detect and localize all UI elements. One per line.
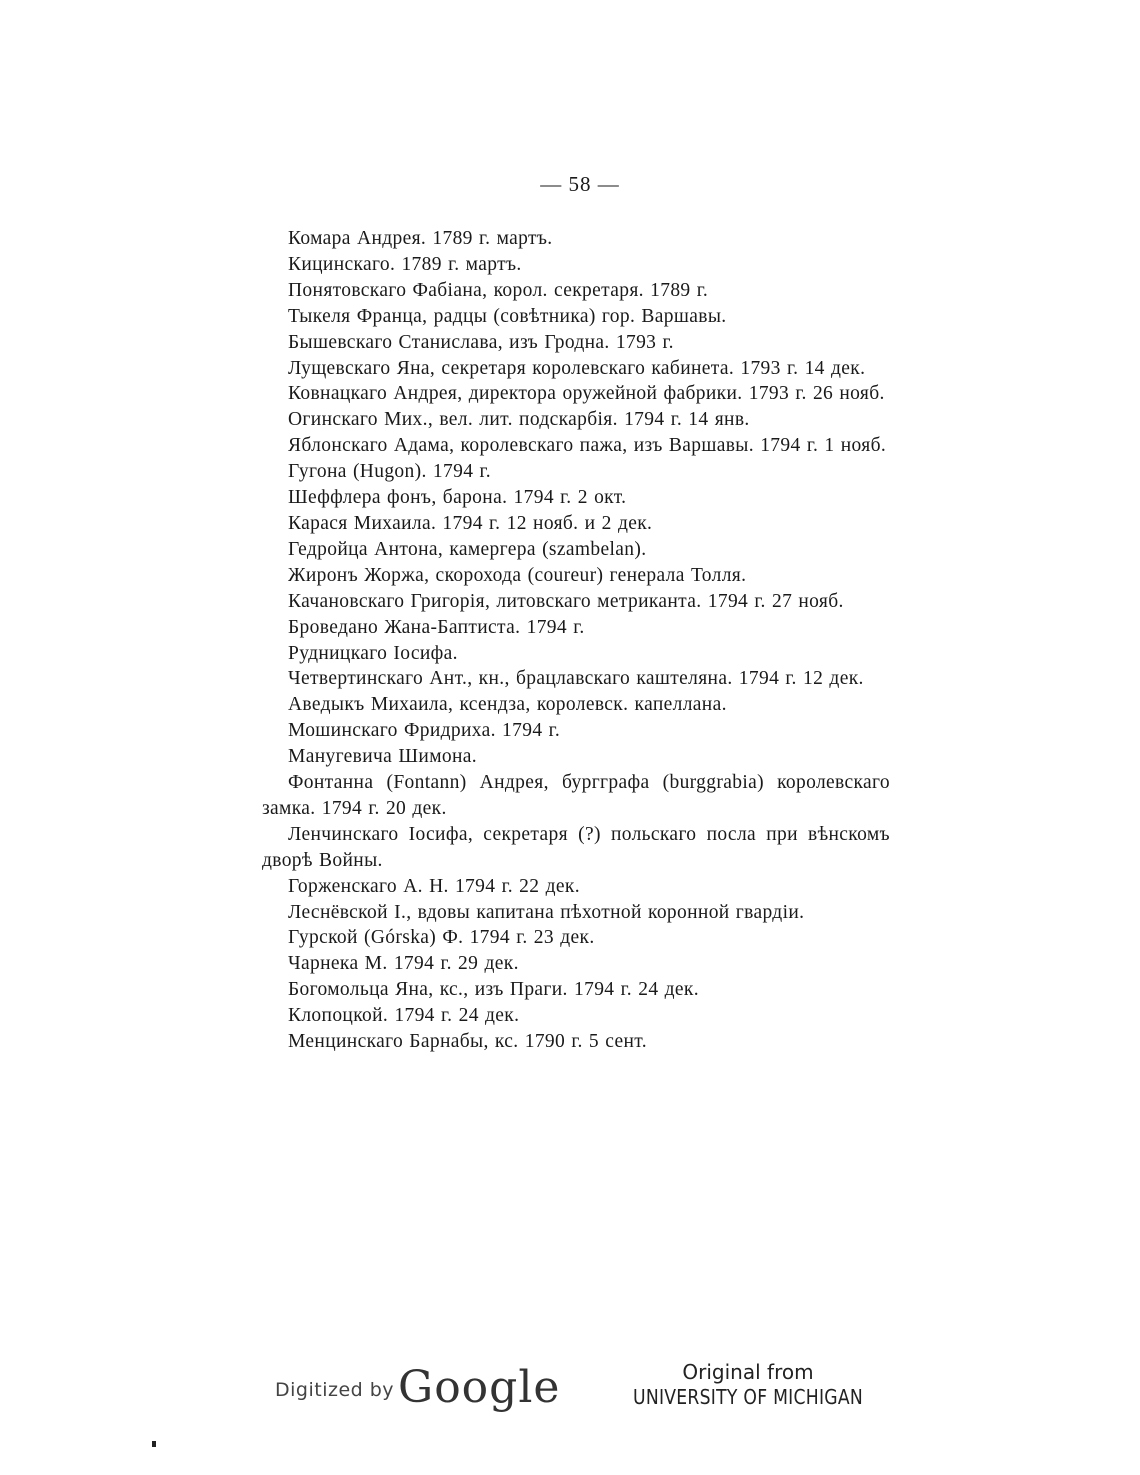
- list-item: Бышевскаго Станислава, изъ Гродна. 1793 г.: [288, 331, 674, 353]
- list-item: Карася Михаила. 1794 г. 12 нояб. и 2 дек.: [288, 512, 653, 534]
- list-item: Аведыкъ Михаила, ксендза, королевск. капеллана.: [288, 694, 727, 716]
- list-item: Яблонскаго Адама, королевскаго пажа, изъ Варшавы. 1794 г. 1 нояб.: [288, 435, 887, 457]
- list-item: Ковнацкаго Андрея, директора оружейной фабрики. 1793 г. 26 нояб.: [288, 383, 885, 405]
- list-item: Клопоцкой. 1794 г. 24 дек.: [288, 1005, 520, 1027]
- list-item: Леснёвской І., вдовы капитана пѣхотной коронной гвардіи.: [288, 901, 805, 923]
- university-name: UNIVERSITY OF MICHIGAN: [632, 1385, 864, 1409]
- list-item: Гугона (Hugon). 1794 г.: [288, 461, 491, 483]
- list-item: Шеффлера фонъ, барона. 1794 г. 2 окт.: [288, 487, 627, 509]
- list-item: Богомольца Яна, кс., изъ Праги. 1794 г. 24 дек.: [288, 979, 699, 1001]
- list-item: Огинскаго Мих., вел. лит. подскарбія. 1794 г. 14 янв.: [288, 409, 750, 431]
- list-item: Гурской (Górska) Ф. 1794 г. 23 дек.: [288, 927, 595, 949]
- list-item: Качановскаго Григорія, литовскаго метриканта. 1794 г. 27 нояб.: [288, 590, 844, 612]
- scan-speck: [152, 1441, 156, 1447]
- list-item: Жиронъ Жоржа, скорохода (coureur) генерала Толля.: [288, 564, 747, 586]
- list-item: Гедройца Антона, камергера (szambelan).: [288, 538, 647, 560]
- original-source: [598, 1360, 898, 1410]
- list-item: Менцинскаго Барнабы, кс. 1790 г. 5 сент.: [288, 1031, 647, 1053]
- list-item: Четвертинскаго Ант., кн., брацлавскаго каштеляна. 1794 г. 12 дек.: [288, 668, 864, 690]
- list-item: Кицинскаго. 1789 г. мартъ.: [288, 253, 522, 275]
- digitized-by-watermark: [275, 1362, 560, 1413]
- list-item: Тыкеля Франца, радцы (совѣтника) гор. Варшавы.: [288, 305, 727, 327]
- page-number: — 58 —: [540, 172, 620, 196]
- list-item: Мошинскаго Фридриха. 1794 г.: [288, 720, 561, 742]
- list-item: Манугевича Шимона.: [288, 746, 478, 768]
- list-item: Чарнека М. 1794 г. 29 дек.: [288, 953, 519, 975]
- list-item: Лущевскаго Яна, секретаря королевскаго кабинета. 1793 г. 14 дек.: [288, 357, 866, 379]
- google-logo: Google: [398, 1362, 561, 1413]
- list-item: Броведано Жана-Баптиста. 1794 г.: [288, 616, 585, 638]
- original-from-label: Original from: [682, 1360, 814, 1384]
- list-item: Рудницкаго Іосифа.: [288, 642, 458, 664]
- list-item: Фонтанна (Fontann) Андрея, бургграфа (burggrabia) королевскаго замка. 1794 г. 20 дек.: [262, 772, 890, 819]
- list-item: Горженскаго А. Н. 1794 г. 22 дек.: [288, 875, 580, 897]
- list-item: Ленчинскаго Іосифа, секретаря (?) польскаго посла при вѣнскомъ дворѣ Войны.: [262, 823, 890, 871]
- entry-list: [262, 226, 890, 1055]
- digitized-by-label: Digitized by: [275, 1379, 395, 1401]
- list-item: Понятовскаго Фабіана, корол. секретаря. 1789 г.: [288, 279, 709, 301]
- list-item: Комара Андрея. 1789 г. мартъ.: [288, 228, 553, 249]
- digitization-footer: [0, 1358, 1140, 1418]
